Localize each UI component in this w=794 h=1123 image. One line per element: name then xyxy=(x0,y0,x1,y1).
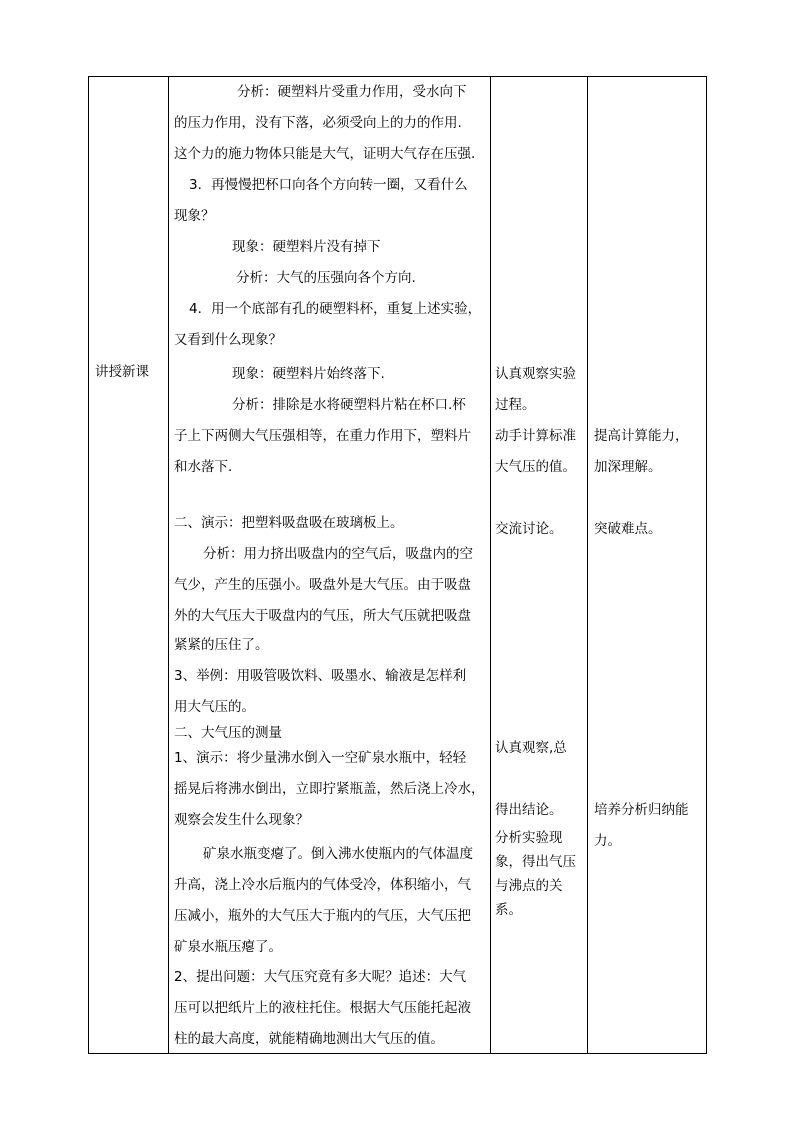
student-activity-line: 象，得出气压 xyxy=(495,854,576,870)
content-line: 用大气压的。 xyxy=(174,699,255,715)
content-line: 矿泉水瓶压瘪了。 xyxy=(174,939,282,955)
column-divider xyxy=(490,77,491,1053)
design-intent-line: 培养分析归纳能 xyxy=(594,802,689,818)
design-intent-line: 提高计算能力， xyxy=(594,428,689,444)
content-line: 二、演示：把塑料吸盘吸在玻璃板上。 xyxy=(174,515,404,531)
content-line: 二、大气压的测量 xyxy=(174,725,282,741)
content-line: 这个力的施力物体只能是大气，证明大气存在压强. xyxy=(174,146,476,162)
content-line: 紧紧的压住了。 xyxy=(174,637,269,653)
content-line: 3．再慢慢把杯口向各个方向转一圈，又看什么 xyxy=(189,177,468,193)
design-intent-line: 力。 xyxy=(594,833,621,849)
content-line: 的压力作用，没有下落，必须受向上的力的作用. xyxy=(174,115,462,131)
content-line: 和水落下. xyxy=(174,459,233,475)
column-divider xyxy=(168,77,169,1053)
student-activity-line: 系。 xyxy=(495,902,522,918)
student-activity-line: 大气压的值。 xyxy=(495,459,576,475)
content-line: 又看到什么现象？ xyxy=(174,332,282,348)
student-activity-line: 动手计算标准 xyxy=(495,428,576,444)
content-line: 现象：硬塑料片没有掉下 xyxy=(232,239,381,255)
content-line: 分析：硬塑料片受重力作用，受水向下 xyxy=(237,84,467,100)
column-divider xyxy=(587,77,588,1053)
content-line: 分析：大气的压强向各个方向. xyxy=(236,270,416,286)
student-activity-line: 认真观察实验 xyxy=(495,366,576,382)
content-line: 1、演示：将少量沸水倒入一空矿泉水瓶中，轻轻 xyxy=(174,750,467,766)
student-activity-line: 认真观察,总 xyxy=(495,740,567,756)
content-line: 摇晃后将沸水倒出，立即拧紧瓶盖，然后浇上冷水， xyxy=(174,781,485,797)
content-line: 柱的最大高度，就能精确地测出大气压的值。 xyxy=(174,1031,444,1047)
content-line: 气少，产生的压强小。吸盘外是大气压。由于吸盘 xyxy=(174,577,471,593)
content-line: 外的大气压大于吸盘内的气压，所大气压就把吸盘 xyxy=(174,608,471,624)
student-activity-line: 得出结论。 xyxy=(495,802,563,818)
content-line: 现象：硬塑料片始终落下. xyxy=(232,366,385,382)
content-line: 矿泉水瓶变瘪了。倒入沸水使瓶内的气体温度 xyxy=(203,846,473,862)
design-intent-line: 加深理解。 xyxy=(594,459,662,475)
content-line: 压可以把纸片上的液柱托住。根据大气压能托起液 xyxy=(174,1000,471,1016)
content-line: 分析：排除是水将硬塑料片粘在杯口.杯 xyxy=(232,397,466,413)
student-activity-line: 与沸点的关 xyxy=(495,878,563,894)
content-line: 分析：用力挤出吸盘内的空气后，吸盘内的空 xyxy=(203,546,473,562)
section-label: 讲授新课 xyxy=(95,364,149,380)
content-line: 子上下两侧大气压强相等，在重力作用下，塑料片 xyxy=(174,428,471,444)
content-line: 2、提出问题：大气压究竟有多大呢？追述：大气 xyxy=(174,969,467,985)
content-line: 现象？ xyxy=(174,208,215,224)
design-intent-line: 突破难点。 xyxy=(594,521,662,537)
student-activity-line: 分析实验现 xyxy=(495,830,563,846)
content-line: 4．用一个底部有孔的硬塑料杯，重复上述实验， xyxy=(189,301,482,317)
content-line: 3、举例：用吸管吸饮料、吸墨水、输液是怎样利 xyxy=(174,668,467,684)
content-line: 压减小，瓶外的大气压大于瓶内的气压，大气压把 xyxy=(174,908,471,924)
student-activity-line: 过程。 xyxy=(495,397,536,413)
content-line: 升高，浇上冷水后瓶内的气体受冷，体积缩小，气 xyxy=(174,877,471,893)
content-line: 观察会发生什么现象？ xyxy=(174,812,309,828)
student-activity-line: 交流讨论。 xyxy=(495,521,563,537)
